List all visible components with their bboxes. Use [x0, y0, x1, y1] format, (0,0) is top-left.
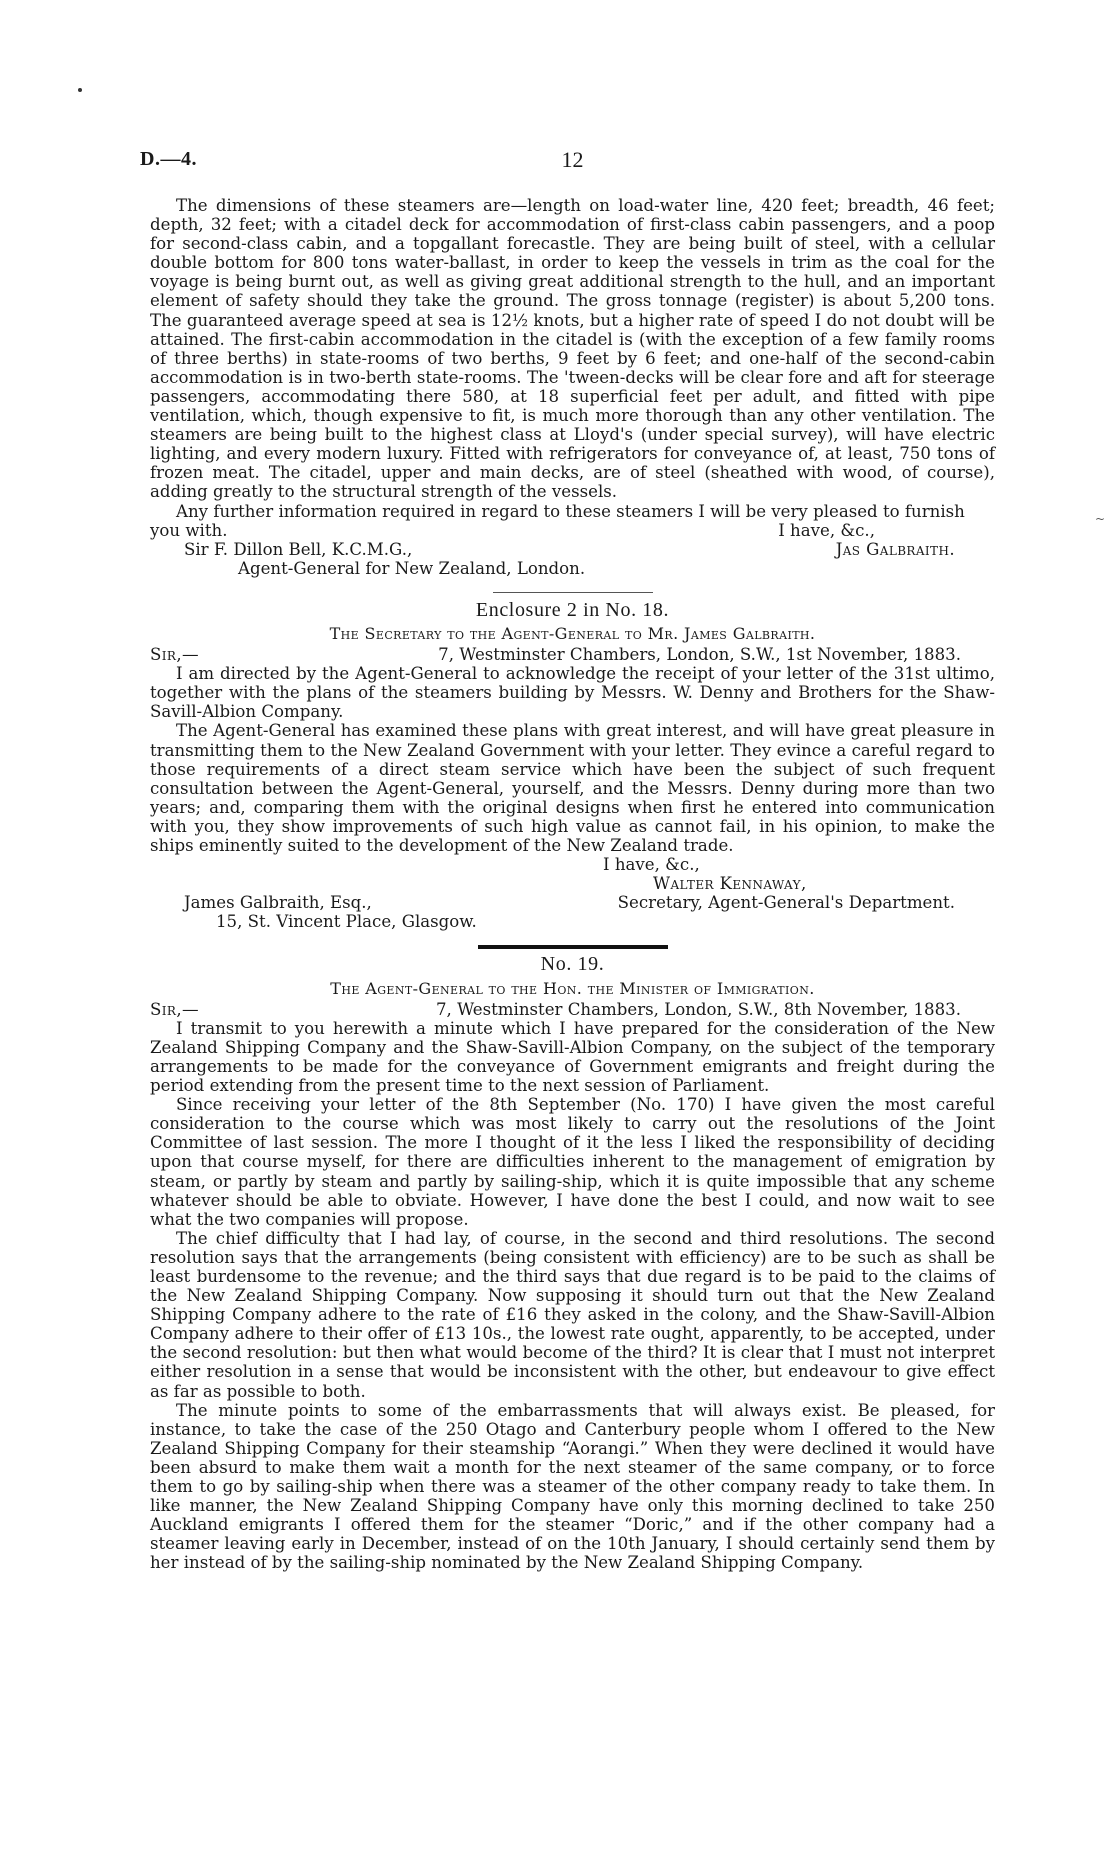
paragraph: The minute points to some of the embarrassments that will always exist. Be pleased, for instance, to take the case of the 250 Otago and Canterbury people whom I offered to the New Zealand Shipping Company for their steamship “Aorangi.” When they were declined it would have been absurd to make them wait a month for the next steamer of the same company, or to force them to go by sailing-ship when there was a steamer of the other company ready to take them. In like manner, the New Zealand Shipping Company have only this morning declined to take 250 Auckland emigrants I offered them for the steamer “Doric,” and if the other company had a steamer leaving early in December, instead of on the 10th January, I should certainly send them by her instead of by the sailing-ship nominated by the New Zealand Shipping Company. [150, 1400, 995, 1573]
section-divider [493, 592, 653, 593]
document-reference: D.—4. [140, 148, 197, 170]
paragraph: The Agent-General has examined these plans with great interest, and will have great pleasure in transmitting them to the New Zealand Government with your letter. They evince a careful regard to those requirements of a direct steam service which have been the subject of such frequent consultation between the Agent-General, yourself, and the Messrs. Denny during more than two years; and, comparing them with the original designs when first he entered into communication with you, they show improvements of such high value as cannot fail, in his opinion, to make the ships eminently suited to the development of the New Zealand trade. [150, 721, 995, 855]
section-title: No. 19. [540, 953, 605, 976]
addressee: Sir F. Dillon Bell, K.C.M.G., [184, 539, 413, 559]
galbraith-letter-continuation [150, 196, 995, 578]
section-divider-thick [478, 945, 668, 949]
paragraph: Any further information required in regard to these steamers I will be very pleased to furnish [176, 501, 965, 521]
paper-speck [78, 88, 82, 92]
signature: Jas Galbraith. [835, 539, 955, 559]
closing: I have, &c., [778, 520, 875, 540]
enclosure-2 [150, 598, 995, 932]
salutation: Sir,— [150, 645, 200, 665]
paragraph: I am directed by the Agent-General to acknowledge the receipt of your letter of the 31st ultimo, together with the plans of the steamers building by Messrs. W. Denny and Brothers for the Shaw-Savill-Albion Company. [150, 664, 995, 722]
salutation: Sir,— [150, 999, 200, 1019]
section-subtitle: The Secretary to the Agent-General to Mr. James Galbraith. [329, 623, 816, 643]
paragraph-end: you with. [150, 520, 228, 540]
page-number: 12 [561, 147, 584, 172]
section-subtitle: The Agent-General to the Hon. the Minister of Immigration. [330, 978, 815, 998]
dateline: 7, Westminster Chambers, London, S.W., 1st November, 1883. [438, 645, 961, 665]
paragraph: Since receiving your letter of the 8th September (No. 170) I have given the most careful consideration to the course which was most likely to carry out the resolutions of the Joint Committee of last session. The more I thought of it the less I liked the responsibility of deciding upon that course myself, for there are difficulties inherent to the management of emigration by steam, or partly by steam and partly by sailing-ship, which it is quite impossible that any scheme whatever should be able to obviate. However, I have done the best I could, and now wait to see what the two companies will propose. [150, 1095, 995, 1229]
section-title: Enclosure 2 in No. 18. [475, 598, 670, 621]
closing: I have, &c., [603, 855, 700, 875]
page-header [140, 147, 995, 196]
signature: Walter Kennaway, [653, 874, 807, 894]
addressee: James Galbraith, Esq., [184, 893, 372, 913]
margin-mark: ~ [1095, 512, 1106, 526]
address: 15, St. Vincent Place, Glasgow. [216, 912, 477, 932]
dateline: 7, Westminster Chambers, London, S.W., 8th November, 1883. [435, 999, 961, 1019]
no-19 [150, 955, 995, 1572]
paragraph: The chief difficulty that I had lay, of course, in the second and third resolutions. The second resolution says that the arrangements (being consistent with efficiency) are to be such as shall be least burdensome to the revenue; and the third says that due regard is to be paid to the claims of the New Zealand Shipping Company. Now supposing it should turn out that the New Zealand Shipping Company adhere to the rate of £16 they asked in the colony, and the Shaw-Savill-Albion Company adhere to their offer of £13 10s., the lowest rate ought, apparently, to be accepted, under the second resolution: but then what would become of the third? It is clear that I must not interpret either resolution in a sense that would be inconsistent with the other, but endeavour to give effect as far as possible to both. [150, 1228, 995, 1401]
paragraph: I transmit to you herewith a minute which I have prepared for the consideration of the New Zealand Shipping Company and the Shaw-Savill-Albion Company, on the subject of the temporary arrangements to be made for the conveyance of Government emigrants and freight during the period extending from the present time to the next session of Parliament. [150, 1018, 995, 1096]
paragraph: The dimensions of these steamers are—length on load-water line, 420 feet; breadth, 46 feet; depth, 32 feet; with a citadel deck for accommodation of first-class cabin passengers, and a poop for second-class cabin, and a topgallant forecastle. They are being built of steel, with a cellular double bottom for 800 tons water-ballast, in order to keep the vessels in trim as the coal for the voyage is being burnt out, as well as giving great additional strength to the hull, and an important element of safety should they take the ground. The gross tonnage (register) is about 5,200 tons. The guaranteed average speed at sea is 12½ knots, but a higher rate of speed I do not doubt will be attained. The first-cabin accommodation in the citadel is (with the exception of a few family rooms of three berths) in state-rooms of two berths, 9 feet by 6 feet; and one-half of the second-cabin accommodation is in two-berth state-rooms. The 'tween-decks will be clear fore and aft for steerage passengers, accommodating there 580, at 18 superficial feet per adult, and fitted with pipe ventilation, which, though expensive to fit, is much more thorough than any other ventilation. The steamers are being built to the highest class at Lloyd's (under special survey), will have electric lighting, and every modern luxury. Fitted with refrigerators for conveyance of, at least, 750 tons of frozen meat. The citadel, upper and main decks, are of steel (sheathed with wood, of course), adding greatly to the structural strength of the vessels. [150, 196, 995, 502]
document-page [140, 147, 995, 1840]
addressee-title: Agent-General for New Zealand, London. [238, 558, 586, 578]
signature-title: Secretary, Agent-General's Department. [617, 893, 955, 913]
